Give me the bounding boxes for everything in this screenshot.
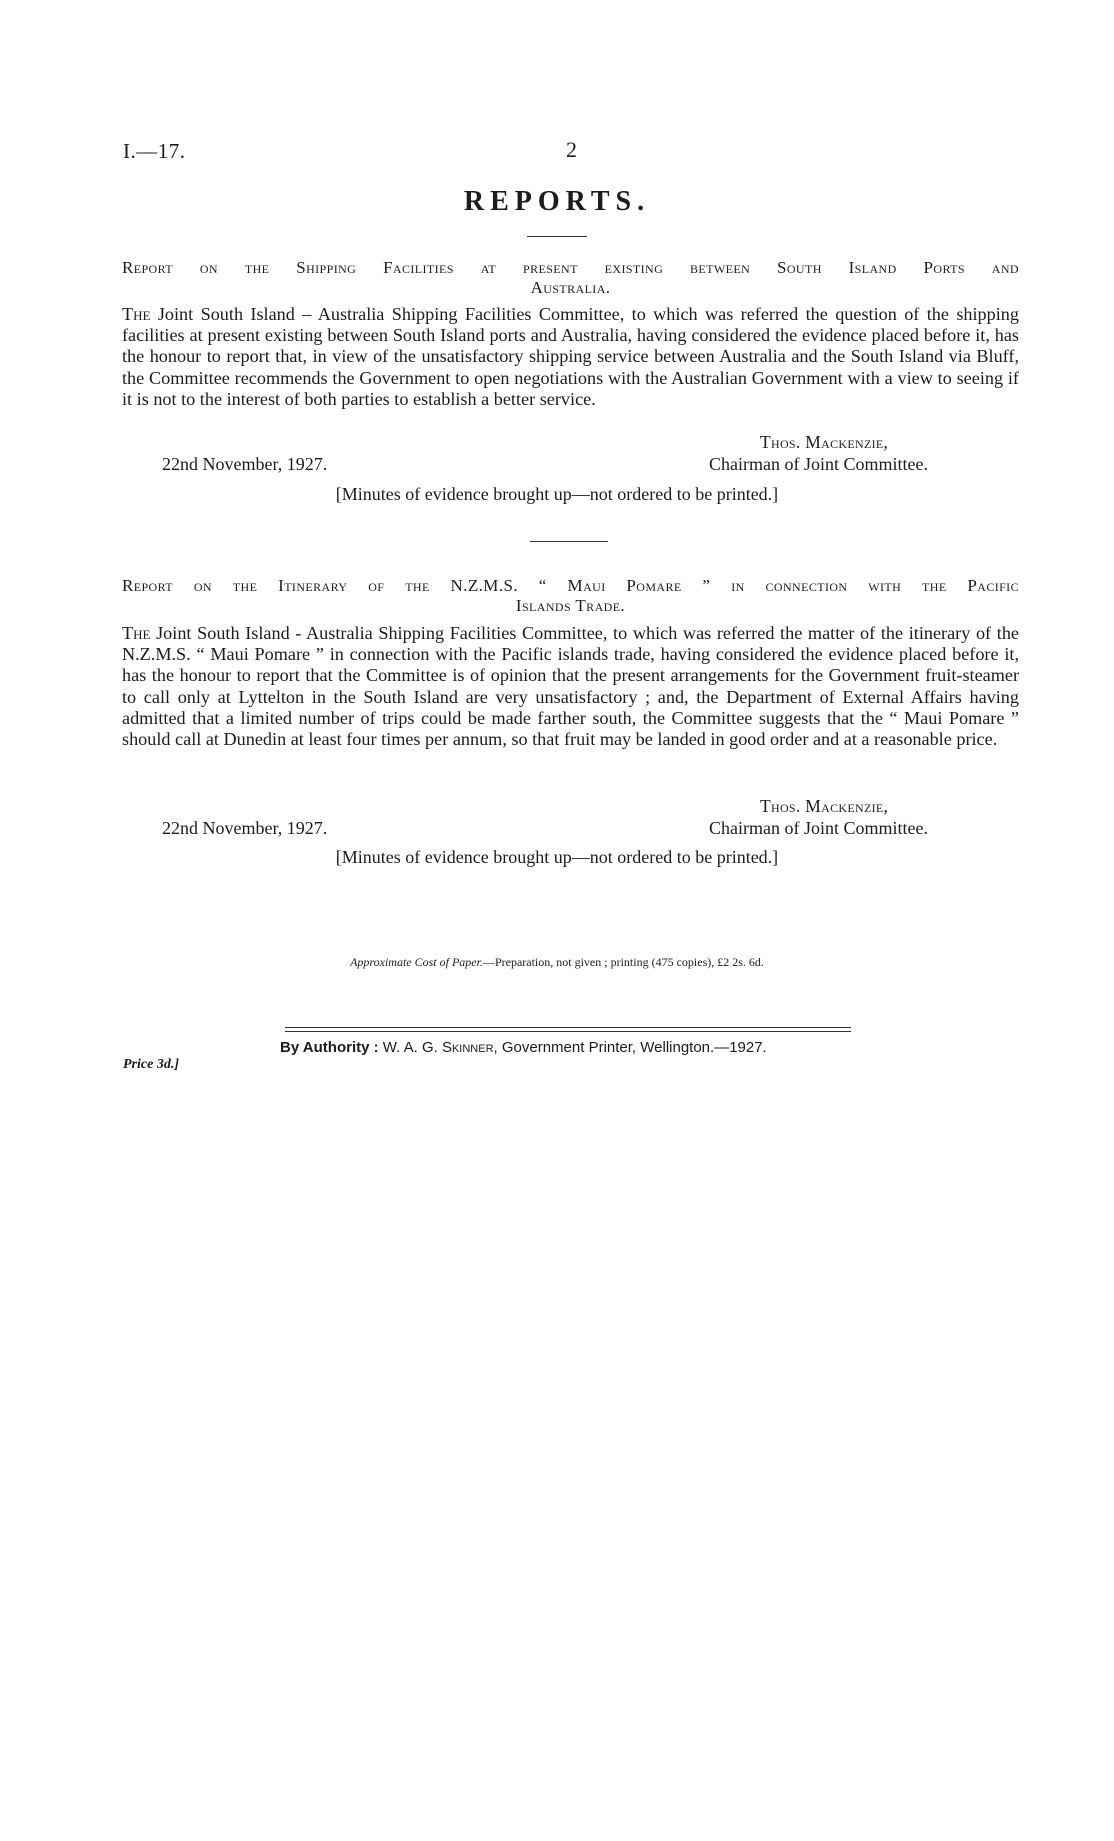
report1-signatory: Thos. Mackenzie,: [760, 432, 889, 452]
report2-role: Chairman of Joint Committee.: [709, 818, 928, 838]
document-reference: I.—17.: [123, 139, 186, 163]
report2-body-text: Joint South Island - Australia Shipping Facilities Committee, to which was referred the matter of the itinerary of the N.Z.M.S. “ Maui Pomare ” in connection with the Pacific islands trade, having considered the evidence placed before it, has the honour to report that the Committee is of opinion that the present arrangements for the Government fruit-steamer to call only at Lyttelton in the South Island are very unsatisfactory ; and, the Department of External Affairs having admitted that a limited number of trips could be made farther south, the Committee suggests that the “ Maui Pomare ” should call at Dunedin at least four times per annum, so that fruit may be landed in good order and at a reasonable price.: [122, 623, 1019, 750]
report1-heading-line1: Report on the Shipping Facilities at present existing between South Island Ports and: [122, 258, 1019, 277]
report1-heading: [122, 258, 1019, 298]
report2-minutes-note: [Minutes of evidence brought up—not ordered to be printed.]: [335, 847, 779, 867]
page-title: REPORTS.: [463, 186, 651, 217]
report1-body: [122, 304, 1019, 410]
footer-rule-top: [285, 1027, 851, 1028]
report2-heading: [122, 576, 1019, 616]
report2-body: [122, 623, 1019, 750]
report1-date: 22nd November, 1927.: [162, 454, 328, 474]
report2-heading-line2: Islands Trade.: [515, 596, 626, 615]
report2-heading-line1: Report on the Itinerary of the N.Z.M.S. “ Maui Pomare ” in connection with the Pacific: [122, 576, 1019, 595]
report1-body-lead: The: [122, 304, 151, 324]
printer-details: Government Printer, Wellington.—1927.: [497, 1039, 767, 1056]
page-number: 2: [566, 137, 577, 162]
printer-name: W. A. G. Skinner,: [382, 1039, 498, 1056]
footer-rule-bottom: [285, 1031, 851, 1032]
price-label: Price 3d.]: [123, 1057, 179, 1072]
section-divider: [530, 541, 608, 542]
authority-by: By Authority :: [280, 1039, 379, 1056]
cost-label: Approximate Cost of Paper.: [350, 955, 483, 969]
report1-heading-line2: Australia.: [530, 278, 611, 297]
report2-date: 22nd November, 1927.: [162, 818, 328, 838]
report1-minutes-note: [Minutes of evidence brought up—not ordered to be printed.]: [335, 484, 779, 504]
report2-signatory: Thos. Mackenzie,: [760, 796, 889, 816]
title-divider: [527, 236, 587, 237]
report1-body-text: Joint South Island – Australia Shipping Facilities Committee, to which was referred the question of the shipping facilities at present existing between South Island ports and Australia, having considered the evidence placed before it, has the honour to report that, in view of the unsatisfactory shipping service between Australia and the South Island via Bluff, the Committee recommends the Government to open negotiations with the Australian Government with a view to seeing if it is not to the interest of both parties to establish a better service.: [122, 304, 1019, 409]
cost-text: —Preparation, not given ; printing (475 copies), £2 2s. 6d.: [482, 955, 764, 969]
report2-body-lead: The: [122, 623, 151, 643]
cost-of-paper-note: [0, 955, 1114, 970]
printer-authority: [280, 1039, 767, 1056]
report1-role: Chairman of Joint Committee.: [709, 454, 928, 474]
